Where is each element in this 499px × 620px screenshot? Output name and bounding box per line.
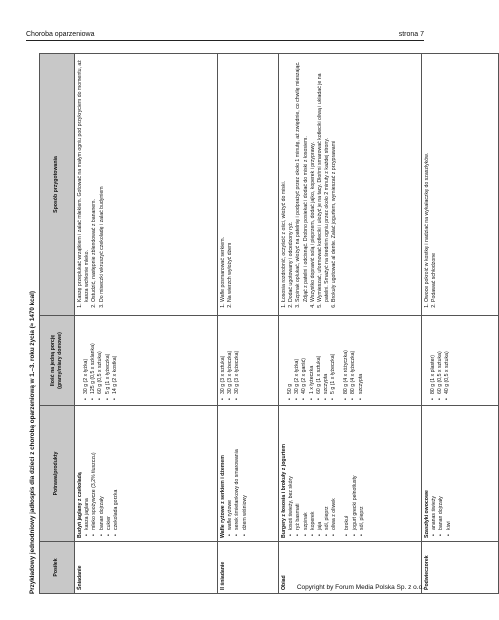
meal-plan-table xyxy=(39,53,499,594)
portion-item: • 60 g (0,5 x sztuka) xyxy=(437,319,444,402)
method-step: 4. Wszystko doprawić solą i pieprzem, dodać jajko, koperek i przyprawy. xyxy=(310,57,317,302)
method-step: 1. Wafle posmarować serkiem. xyxy=(220,57,227,302)
portion-item: • 5 g (1 x łyżeczka) xyxy=(330,319,337,402)
portion-item: • 5 g (1 x łyżeczka) xyxy=(105,319,112,402)
portion-item: • 80 g (4 x różyczka) xyxy=(343,319,350,402)
dish-name: Szaszłyki owocowe xyxy=(424,490,430,538)
table-header-row xyxy=(40,54,75,594)
dish-name: Burgery z łososia i brokuły z jogurtem xyxy=(281,444,287,538)
header-rule xyxy=(26,40,424,41)
product-item: • kiwi xyxy=(446,409,453,538)
products-cell xyxy=(218,406,279,542)
product-item: • dżem wiśniowy xyxy=(242,409,249,538)
product-item: • mleko spożywcze (3,2% tłuszczu) xyxy=(91,409,98,538)
product-item: • sól, pieprz xyxy=(359,409,366,538)
col-header-method: Sposób przygotowania xyxy=(40,54,75,316)
method-step: 1. Kaszę przepłukać wrzątkiem i zalać mlekiem. Gotować na małym ogniu pod przykryciem do momentu, aż kasza wchłonie mleko. xyxy=(77,57,91,302)
method-step: 2. Podawać schłodzone xyxy=(431,57,438,302)
col-header-portion: Ilość na jedną porcję (gramy/miary domowe) xyxy=(40,316,75,406)
meal-name: Podwieczorek xyxy=(422,542,499,594)
portion-item: • 30 g (2 x łyżka) xyxy=(83,319,90,402)
product-item: • wafle ryżowe xyxy=(227,409,234,538)
col-header-meal: Posiłek xyxy=(40,542,75,594)
meal-name: Śniadanie xyxy=(75,542,218,594)
portion-item: • 80 g (4 x łyżeczka) xyxy=(350,319,357,402)
portion-item: • 30 g (3 x łyżeczka) xyxy=(234,319,241,402)
portion-item: • szczypta xyxy=(323,319,330,402)
portion-item: • 40 g (0,5 x sztuka) xyxy=(444,319,451,402)
rotated-table-block xyxy=(27,54,452,594)
table-row xyxy=(75,54,218,594)
product-item: • brokuł xyxy=(344,409,351,538)
method-step: 6. Brokuły ugotować al dente. Zalać jogurtem, wymieszać z przyprawami xyxy=(331,57,338,302)
portion-item: • 60 g (0,5 x sztuka) xyxy=(97,319,104,402)
product-item: • jaja xyxy=(317,409,324,538)
portion-item: • 14 g (2 x kostka) xyxy=(112,319,119,402)
table-caption: Przykładowy jednodniowy jadłospis dla dzieci z chorobą oparzeniową w 1.–3. roku życia (≈ 1470 kcal) xyxy=(29,290,36,594)
col-header-products: Potrawa/produkty xyxy=(40,406,75,542)
product-item: • ananas świeży xyxy=(431,409,438,538)
method-step: 5. Wymieszać, uformować kotleciki i ułożyć je na tacy. Dłońmi smarować kotleciki oliwą i układać je na patelni. Smażyć na średnim ogniu przez około 2 minuty z każdej strony. xyxy=(317,57,331,302)
method-cell xyxy=(218,54,279,316)
portion-item: • 50 g xyxy=(287,319,294,402)
portion-cell xyxy=(75,316,218,406)
product-item: • szpinak xyxy=(303,409,310,538)
portion-item: • 30 g (3 x sztuka) xyxy=(220,319,227,402)
method-step: 3. Szpinak opłukać, włożyć na patelnię i podprażyć przez około 1 minutę, aż zwiędnie, co chwilę mieszając. Zdjąć z patelni i odcisnąć. Drobno posiekać i dodać do miski z łososiem. xyxy=(295,57,309,302)
method-step: 2. Dodać ugotowany i odcedzony ryż. xyxy=(288,57,295,302)
portion-item: • szczypta xyxy=(358,319,365,402)
meal-name: II śniadanie xyxy=(218,542,279,594)
portion-cell xyxy=(279,316,422,406)
page-header xyxy=(26,28,424,40)
product-item: • czekolada gorzka xyxy=(113,409,120,538)
method-step: 1. Owoce pokroić w kostkę i nadziać na wykałaczkę do szaszłyków. xyxy=(424,57,431,302)
portion-item: • 125 g (0,5 x szklanka) xyxy=(90,319,97,402)
dish-name: Wafle ryżowe z serkiem i dżemem xyxy=(220,455,226,538)
product-item: • łosoś świeży, bez skóry xyxy=(288,409,295,538)
portion-item: • 1 x łyżeczka xyxy=(309,319,316,402)
table-row xyxy=(218,54,279,594)
method-step: 2. Ostudzić, następnie zblendować z bananem. xyxy=(91,57,98,302)
portion-item: • 60 g (1 x sztuka) xyxy=(316,319,323,402)
method-step: 2. Na wierzch wyłożyć dżem xyxy=(227,57,234,302)
dish-name: Budyń jaglany z czekoladą xyxy=(77,472,83,538)
portion-item: • 30 g (2 x łyżka) xyxy=(294,319,301,402)
header-title: Choroba oparzeniowa xyxy=(26,30,95,38)
portion-cell xyxy=(218,316,279,406)
product-item: • banan dojrzały xyxy=(99,409,106,538)
product-item: • cukier xyxy=(106,409,113,538)
product-item: • kasza jaglana xyxy=(84,409,91,538)
product-item: • sól, pieprz xyxy=(324,409,331,538)
meal-name: Obiad xyxy=(279,542,422,594)
portion-item: • 30 g (3 x łyżeczka) xyxy=(227,319,234,402)
product-item: • ryż basmati xyxy=(295,409,302,538)
product-item: • koperek xyxy=(310,409,317,538)
method-cell xyxy=(422,54,499,316)
table-row xyxy=(279,54,422,594)
page-number: strona 7 xyxy=(398,30,424,38)
portion-item: • 40 g (2 x garść) xyxy=(301,319,308,402)
product-item: • oliwa z oliwek xyxy=(331,409,338,538)
method-cell xyxy=(279,54,422,316)
method-cell xyxy=(75,54,218,316)
method-step: 1. Łososia rozdrobnić, oczyścić z ości, włożyć do miski. xyxy=(281,57,288,302)
product-item: • banan dojrzały xyxy=(438,409,445,538)
product-item: • jogurt grecki pełnotłusty xyxy=(352,409,359,538)
footer-copyright: Copyright by Forum Media Polska Sp. z o.o. xyxy=(296,584,424,591)
products-cell xyxy=(279,406,422,542)
product-item: • serek śmietankowy do smarowania xyxy=(234,409,241,538)
portion-cell xyxy=(422,316,499,406)
products-cell xyxy=(75,406,218,542)
table-row xyxy=(422,54,499,594)
method-step: 3. Do miseczki wkruszyć czekoladę i zalać budyniem xyxy=(99,57,106,302)
products-cell xyxy=(422,406,499,542)
portion-item: • 80 g (1 x plaster) xyxy=(430,319,437,402)
